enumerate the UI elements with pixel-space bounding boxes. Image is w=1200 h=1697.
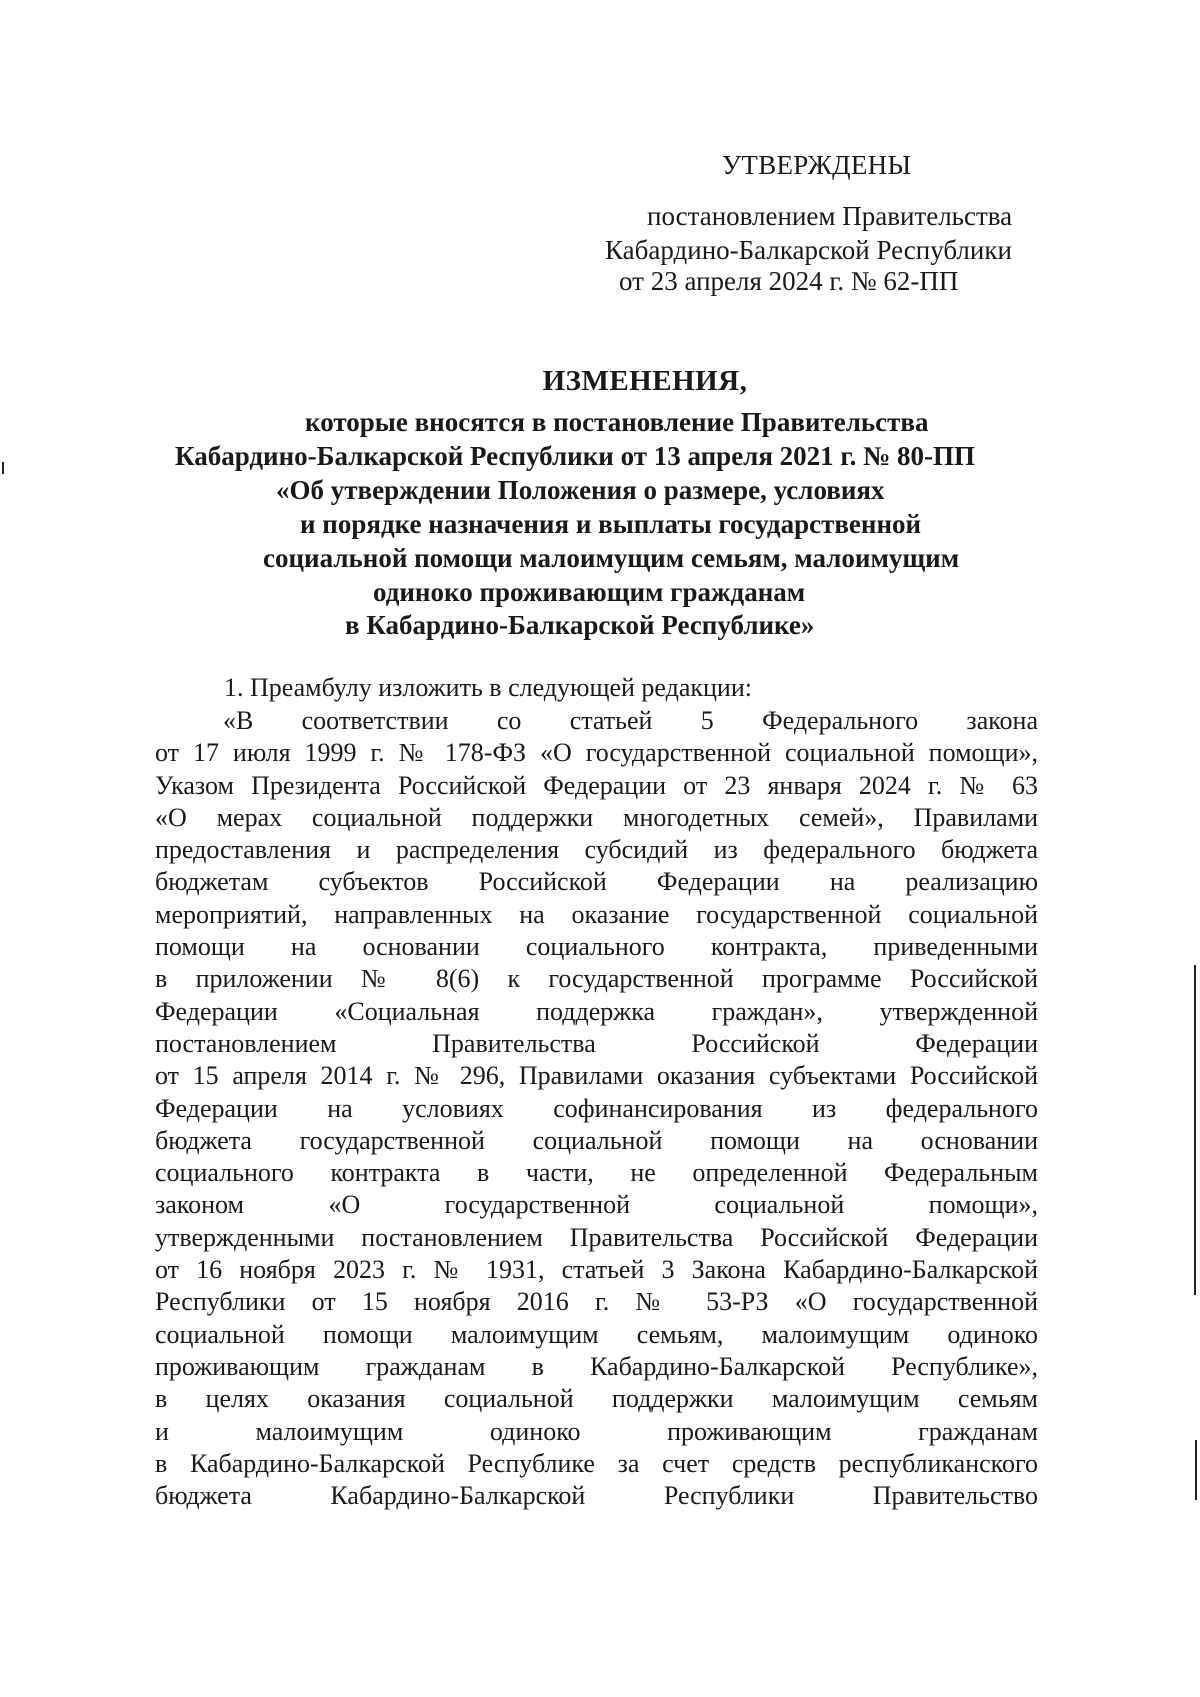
item-1-text [155,705,1038,1512]
text-line: утвержденными постановлением Правительства Российской Федерации [155,1222,1038,1252]
text-line: бюджета Кабардино-Балкарской Республики Правительство [155,1481,1038,1511]
document-subtitle-line: и порядке назначения и выплаты государственной [300,509,922,539]
text-line: в приложении № 8(6) к государственной программе Российской [155,964,1038,994]
text-line: Федерации на условиях софинансирования из федерального [155,1093,1038,1123]
document-subtitle-line: которые вносятся в постановление Правительства [305,407,929,437]
scan-edge-mark [2,462,4,474]
text-line: бюджетам субъектов Российской Федерации на реализацию [155,867,1038,897]
text-line: и малоимущим одиноко проживающим гражданам [155,1416,1038,1446]
document-subtitle-line: социальной помощи малоимущим семьям, малоимущим [263,543,960,573]
text-line: Республики от 15 ноября 2016 г. № 53-РЗ «О государственной [155,1287,1038,1317]
text-line: мероприятий, направленных на оказание государственной социальной [155,899,1038,929]
text-line: «О мерах социальной поддержки многодетных семей», Правилами [155,802,1038,832]
text-line: «В соответствии со статьей 5 Федерального закона [223,706,1038,735]
text-line: социальной помощи малоимущим семьям, малоимущим одиноко [155,1319,1038,1349]
document-title: ИЗМЕНЕНИЯ, [542,365,748,397]
text-line: в целях оказания социальной поддержки малоимущим семьям [155,1384,1038,1414]
text-line: от 17 июля 1999 г. № 178-ФЗ «О государственной социальной помощи», [155,738,1038,768]
document-subtitle-line: Кабардино-Балкарской Республики от 13 апреля 2021 г. № 80-ПП [175,441,976,471]
item-1-label: 1. Преамбулу изложить в следующей редакции: [224,673,752,702]
text-line: проживающим гражданам в Кабардино-Балкарской Республике», [155,1351,1038,1381]
approval-line: Кабардино-Балкарской Республики [605,235,1012,265]
text-line: от 15 апреля 2014 г. № 296, Правилами оказания субъектами Российской [155,1061,1038,1091]
document-subtitle-line: одиноко проживающим гражданам [373,577,806,607]
text-line: от 16 ноября 2023 г. № 1931, статьей 3 Закона Кабардино-Балкарской [155,1255,1038,1285]
text-line: Указом Президента Российской Федерации от 23 января 2024 г. № 63 [155,770,1038,800]
text-line: помощи на основании социального контракта, приведенными [155,932,1038,962]
text-line: законом «О государственной социальной помощи», [155,1190,1038,1220]
text-line: постановлением Правительства Российской Федерации [155,1028,1038,1058]
text-line: социального контракта в части, не определенной Федеральным [155,1158,1038,1188]
document-subtitle-line: «Об утверждении Положения о размере, условиях [276,475,885,505]
scan-edge-mark [1194,965,1196,1295]
text-line: в Кабардино-Балкарской Республике за счет средств республиканского [155,1448,1038,1478]
text-line: предоставления и распределения субсидий из федерального бюджета [155,835,1038,865]
document-subtitle-line: в Кабардино-Балкарской Республике» [345,610,815,640]
approval-line: от 23 апреля 2024 г. № 62-ПП [619,266,959,296]
text-line: Федерации «Социальная поддержка граждан», утвержденной [155,996,1038,1026]
approval-title: УТВЕРЖДЕНЫ [722,150,912,180]
text-line: бюджета государственной социальной помощи на основании [155,1125,1038,1155]
scan-edge-mark [1195,1440,1197,1500]
approval-line: постановлением Правительства [647,201,1013,231]
